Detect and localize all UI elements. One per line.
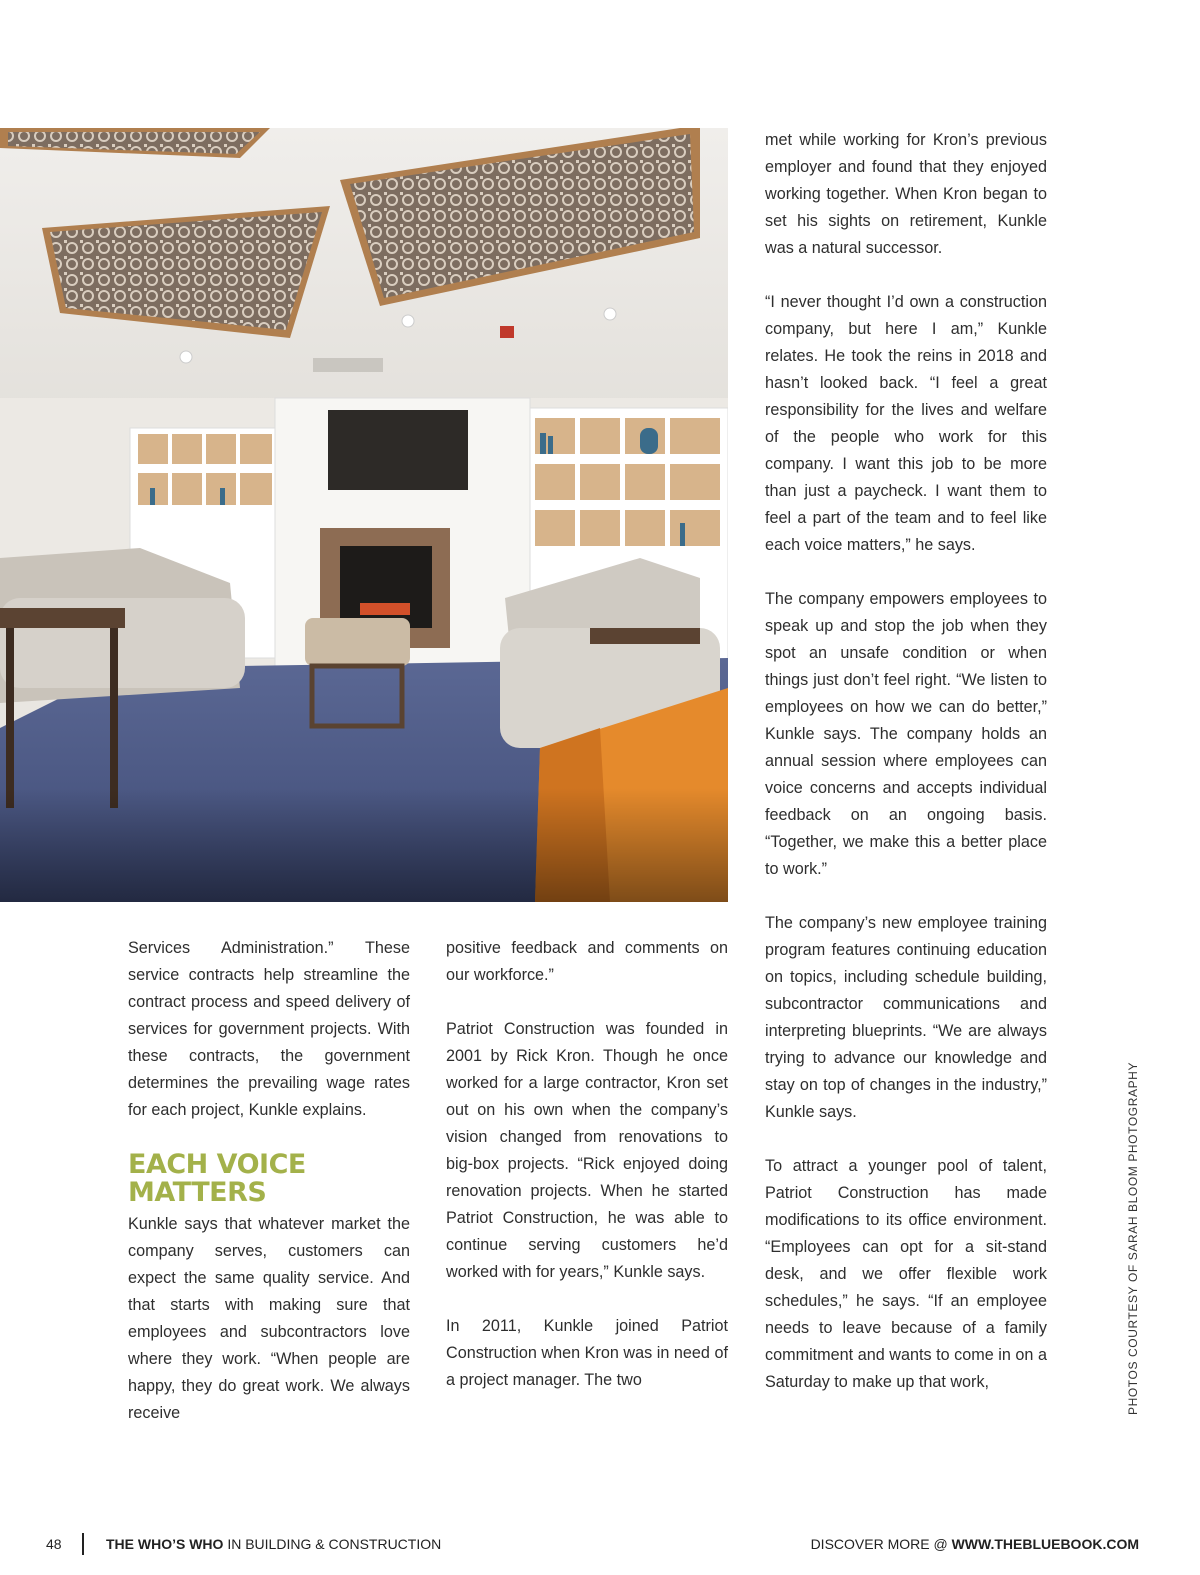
paragraph: positive feedback and comments on our workforce.” — [446, 939, 728, 984]
heading-line: MATTERS — [128, 1177, 267, 1208]
paragraph: met while working for Kron’s previous employer and found that they enjoyed working together. When Kron began to set his sights on retirement, Kunkle was a natural successor. — [765, 131, 1047, 257]
living-room-illustration — [0, 128, 728, 902]
paragraph: In 2011, Kunkle joined Patriot Construction when Kron was in need of a project manager. The two — [446, 1317, 728, 1389]
paragraph: “I never thought I’d own a construction company, but here I am,” Kunkle relates. He took the reins in 2018 and hasn’t looked back. “I feel a great responsibility for the lives and welfare of the people who work for this company. I want this job to be more than just a paycheck. I want them to feel a part of the team and to feel like each voice matters,” he says. — [765, 293, 1047, 554]
paragraph: Kunkle says that whatever market the company serves, customers can expect the same quality service. And that starts with making sure that employees and subcontractors love where they work. “When people are happy, they do great work. We always receive — [128, 1215, 410, 1422]
section-heading — [128, 1151, 410, 1207]
magazine-title-bold: THE WHO’S WHO — [106, 1536, 224, 1552]
paragraph: The company’s new employee training program features continuing education on topics, including schedule building, subcontractor communications and interpreting blueprints. “We are always trying to advance our knowledge and stay on top of changes in the industry,” Kunkle says. — [765, 914, 1047, 1121]
article-column-3 — [765, 127, 1047, 1396]
page-footer — [0, 1533, 1200, 1557]
article-column-2 — [446, 935, 728, 1394]
footer-divider — [82, 1533, 84, 1555]
photo-credit: PHOTOS COURTESY OF SARAH BLOOM PHOTOGRAPHY — [1126, 1061, 1140, 1415]
living-room-photo — [0, 128, 728, 902]
heading-line: EACH VOICE — [128, 1149, 306, 1180]
magazine-title-rest: IN BUILDING & CONSTRUCTION — [223, 1536, 442, 1552]
discover-prefix: DISCOVER MORE @ — [810, 1536, 952, 1552]
paragraph: Patriot Construction was founded in 2001 by Rick Kron. Though he once worked for a large contractor, Kron set out on his own when the company’s vision changed from renovations to big-box projects. “Rick enjoyed doing renovation projects. When he started Patriot Construction, he was able to continue serving customers he’d worked with for years,” Kunkle says. — [446, 1020, 728, 1281]
website-link[interactable]: WWW.THEBLUEBOOK.COM — [951, 1536, 1139, 1552]
page-number: 48 — [46, 1536, 62, 1552]
paragraph: To attract a younger pool of talent, Patriot Construction has made modifications to its office environment. “Employees can opt for a sit-stand desk, and we offer flexible work schedules,” he says. “If an employee needs to leave because of a family commitment and wants to come in on a Saturday to make up that work, — [765, 1157, 1047, 1391]
article-column-1 — [128, 935, 410, 1427]
paragraph: The company empowers employees to speak up and stop the job when they spot an unsafe condition or when things just don’t feel right. “We listen to employees on how we can do better,” Kunkle says. The company holds an annual session where employees can voice concerns and accepts individual feedback on an ongoing basis. “Together, we make this a better place to work.” — [765, 590, 1047, 878]
discover-more — [811, 1536, 1139, 1552]
magazine-title — [106, 1536, 441, 1552]
paragraph: Services Administration.” These service contracts help streamline the contract process and speed delivery of services for government projects. With these contracts, the government determines the prevailing wage rates for each project, Kunkle explains. — [128, 939, 410, 1119]
